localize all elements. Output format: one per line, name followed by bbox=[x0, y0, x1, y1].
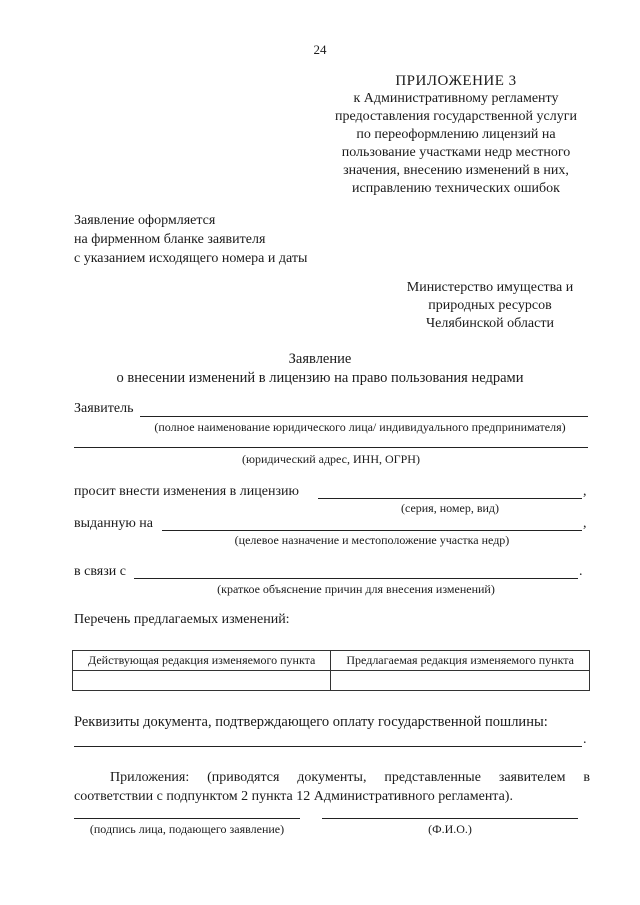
payment-field[interactable] bbox=[74, 746, 582, 747]
signature-hint: (подпись лица, подающего заявление) bbox=[89, 822, 285, 836]
applicant-hint: (полное наименование юридического лица/ индивидуального предпринимателя) bbox=[154, 420, 566, 434]
license-label: просит внести изменения в лицензию bbox=[74, 484, 299, 499]
reason-period: . bbox=[579, 564, 583, 579]
appendix-header bbox=[318, 72, 594, 198]
reason-hint: (краткое объяснение причин для внесения изменений) bbox=[217, 582, 495, 596]
license-hint: (серия, номер, вид) bbox=[400, 501, 500, 515]
column-header-proposed: Предлагаемая редакция изменяемого пункта bbox=[331, 651, 590, 671]
title-main: Заявление bbox=[288, 351, 352, 367]
letterhead-note bbox=[74, 211, 307, 268]
appendix-line: пользование участками недр местного bbox=[341, 145, 571, 160]
reason-label: в связи с bbox=[74, 564, 126, 579]
addressee-line: Челябинской области bbox=[426, 316, 554, 331]
address-field[interactable] bbox=[74, 447, 588, 448]
changes-heading: Перечень предлагаемых изменений: bbox=[74, 612, 290, 627]
attachments-line-1: Приложения: (приводятся документы, представленные заявителем в bbox=[110, 770, 590, 785]
name-field[interactable] bbox=[322, 818, 578, 819]
note-line: с указанием исходящего номера и даты bbox=[74, 251, 308, 266]
issued-label: выданную на bbox=[74, 516, 154, 531]
license-field[interactable] bbox=[318, 498, 582, 499]
table-row bbox=[73, 671, 590, 691]
appendix-line: к Административному регламенту bbox=[353, 91, 559, 106]
issued-field[interactable] bbox=[162, 530, 582, 531]
addressee-block bbox=[380, 279, 600, 333]
payment-period: . bbox=[583, 732, 587, 747]
license-comma: , bbox=[583, 484, 587, 499]
reason-field[interactable] bbox=[134, 578, 578, 579]
table-header-row bbox=[73, 651, 590, 671]
applicant-field[interactable] bbox=[140, 416, 588, 417]
addressee-line: Министерство имущества и bbox=[406, 280, 574, 295]
signature-field[interactable] bbox=[74, 818, 300, 819]
appendix-line: предоставления государственной услуги bbox=[335, 109, 577, 124]
issued-comma: , bbox=[583, 516, 587, 531]
name-hint: (Ф.И.О.) bbox=[428, 822, 472, 836]
note-line: Заявление оформляется bbox=[74, 213, 216, 228]
appendix-line: исправлению технических ошибок bbox=[352, 181, 560, 196]
column-header-current: Действующая редакция изменяемого пункта bbox=[73, 651, 331, 671]
appendix-title: ПРИЛОЖЕНИЕ 3 bbox=[395, 73, 517, 89]
attachments-line-2: соответствии с подпунктом 2 пункта 12 Административного регламента). bbox=[74, 789, 513, 804]
document-title bbox=[0, 350, 640, 388]
table-cell-proposed[interactable] bbox=[331, 671, 590, 691]
addressee-line: природных ресурсов bbox=[428, 298, 552, 313]
table-cell-current[interactable] bbox=[73, 671, 331, 691]
appendix-line: по переоформлению лицензий на bbox=[356, 127, 556, 142]
note-line: на фирменном бланке заявителя bbox=[74, 232, 266, 247]
page-number: 24 bbox=[313, 42, 327, 57]
issued-hint: (целевое назначение и местоположение участка недр) bbox=[234, 533, 510, 547]
payment-label: Реквизиты документа, подтверждающего оплату государственной пошлины: bbox=[74, 714, 548, 730]
title-sub: о внесении изменений в лицензию на право пользования недрами bbox=[116, 370, 524, 386]
applicant-label: Заявитель bbox=[74, 401, 134, 416]
address-hint: (юридический адрес, ИНН, ОГРН) bbox=[242, 452, 420, 466]
appendix-line: значения, внесению изменений в них, bbox=[343, 163, 569, 178]
changes-table bbox=[72, 650, 590, 691]
